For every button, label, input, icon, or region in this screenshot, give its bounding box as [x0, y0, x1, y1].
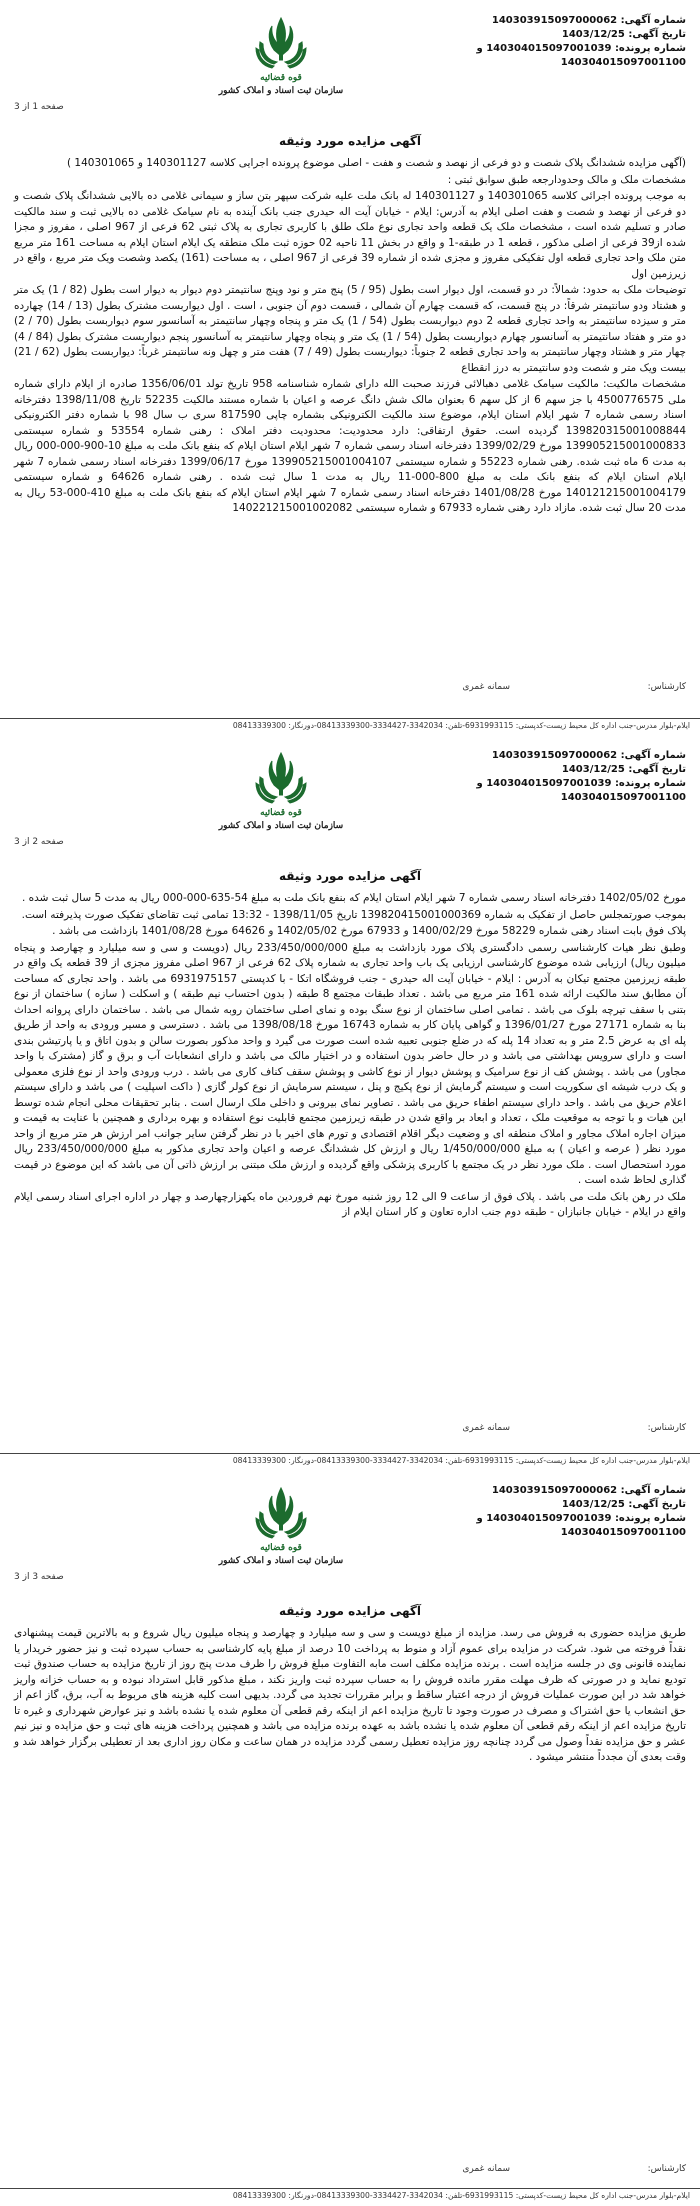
notice-body	[14, 156, 686, 518]
file-number: شماره پرونده: 140304015097001039 و	[476, 43, 686, 54]
signature-label: کارشناس:	[647, 682, 686, 692]
signature-label: کارشناس:	[647, 2164, 686, 2174]
notice-body	[14, 1626, 686, 1767]
paragraph: به موجب پرونده اجرائی کلاسه 140301065 و 140301127 له بانک ملت علیه شرکت سپهر بتن ساز و سیمانی غلامی ده بالایی ششدانگ پلاک شصت و دو فرعی از نهصد و شصت و هفت اصلی ایلام به آدرس: ایلام - خیابان آیت اله حیدری جنب بانک آینده به نام سیامک غلامی ده بالایی ثبت و سند مالکیت صادر و تسلیم شده است ، مشخصات ملک یک قطعه واحد تجاری نوع ملک طلق با کاربری تجاری به پلاک ثبتی 62 فرعی از 967 اصلی ، مفروز و مجزا شده از39 فرعی از اصلی مذکور ، قطعه 1 در طبقه-1 و واقع در بخش 11 ناحیه 02 حوزه ثبت ملک منطقه یک ایلام استان ایلام به مساحت 161 متر مربع متن ملک واحد تجاری قطعه اول تفکیکی مفروز و مجزی شده از شماره 39 فرعی از 967 اصلی ، به مساحت (161) یکصد وشصت ویک متر مربع ، واقع در زیرزمین اول	[14, 190, 687, 280]
page-1	[0, 0, 700, 735]
page-number: صفحه 2 از 3	[14, 837, 64, 847]
page-footer: ایلام-بلوار مدرس-جنب اداره کل محیط زیست-کدپستی: 6931993115-تلفن: 3342034-3334427-08413339300-دورنگار: 08413339300	[0, 1453, 700, 1470]
notice-number: شماره آگهی: 140303915097000062	[491, 1485, 686, 1496]
signature-row	[0, 1423, 700, 1443]
notice-body	[14, 891, 686, 1222]
svg-text:قوه قضائیه: قوه قضائیه	[260, 1543, 302, 1553]
paragraph: وطبق نظر هیات کارشناسی رسمی دادگستری پلاک مورد بازداشت به مبلغ 233/450/000/000 ریال (دویست و سی و سه میلیارد و چهارصد و پنجاه میلیون ریال) ارزیابی شده موضوع کارشناسی ارزیابی یک باب واحد تجاری به شماره پلاک 62 فرعی از 967 اصلی مفروز مجزی از 39 قطعه یک واقع در طبقه زیرزمین مجتمع تیکان به آدرس : ایلام - خیابان آیت اله حیدری - جنب فروشگاه اتکا - با کدپستی 6931975157 می باشد . واحد تجاری که مساحت آن مطابق سند مالکیت ارائه شده 161 متر مربع می باشد . تعداد طبقات مجتمع 8 طبقه ( بدون احتساب نیم طبقه ) و اسکلت ( سازه ) ساختمان از نوع بتنی با سقف تیرچه بلوک می باشد . تمامی اصلی ساختمان از نوع سنگ بوده و نمای اصلی ساختمان روبه شمال می باشد . ساختمان دارای پروانه احداث بنا به شماره 27171 مورخ 1396/01/27 و گواهی پایان کار به شماره 16743 مورخ 1398/08/18 می باشد . دسترسی و مسیر ورودی به واحد از طریق پله ای به عرض 2.5 متر و به تعداد 14 پله که در ضلع جنوبی تعبیه شده است صورت می گیرد و واحد مذکور بصورت سالن و بدون اتاق و یا پارتیشن بندی است و دارای سرویس بهداشتی می باشد و در حال حاضر بدون استفاده و در اختیار مالک می باشد و دارای انشعابات آب و برق و گاز (مشترک با واحد مجاور) می باشد . پوشش کف از نوع سرامیک و پوشش دیوار از نوع کاشی و پوشش سقف کناف کاری می باشد . درب ورودی واحد از نوع فلزی معمولی و یک درب شیشه ای سکوریت است و سیستم گرمایش از نوع پکیج و پنل ، سیستم سرمایش از نوع کولر گازی ( داکت اسپلیت ) می باشد و دارای سیستم اعلام حریق می باشد . واحد دارای سیستم اطفاء حریق می باشد . تصاویر نمای بیرونی و داخلی ملک ارسال است . بنابر تحقیقات محلی انجام شده توسط این هیات و با توجه به موقعیت ملک ، تعداد و ابعاد بر واقع شدن در طبقه زیرزمین مجتمع قابلیت نوع استفاده و بهره برداری و همچنین با عنایت به قیمت و میزان اجاره املاک مجاور و املاک منطقه ای و وضعیت دیگر اقلام اقتصادی و تورم های اخیر با در نظر گرفتن سایر جوانب امر ارزش هر متر مربع از واحد مورد نظر ( عرصه و اعیان ) به مبلغ 1/450/000/000 ریال و ارزش کل ششدانگ عرصه و اعیان واحد تجاری مذکور به مبلغ 233/450/000/000 ریال مورد استحصال است . ملک مورد نظر در یک مجتمع با کاربری پزشکی واقع گردیده و ارزش ملک مبتنی بر ارزش ذاتی آن می باشد که این موضوع در قیمت گذاری لحاظ شده است .	[14, 941, 687, 1186]
notice-meta	[476, 749, 686, 805]
org-name: سازمان ثبت اسناد و املاک کشور	[218, 86, 344, 96]
iran-emblem-logo	[244, 12, 318, 84]
page-2	[0, 735, 700, 1470]
notice-date: تاریخ آگهی: 1403/12/25	[561, 1499, 686, 1510]
page-footer: ایلام-بلوار مدرس-جنب اداره کل محیط زیست-کدپستی: 6931993115-تلفن: 3342034-3334427-08413339300-دورنگار: 08413339300	[0, 2188, 700, 2205]
signature-label: کارشناس:	[647, 1423, 686, 1433]
signature-name: سمانه غمری	[462, 682, 510, 692]
notice-meta	[476, 14, 686, 70]
iran-emblem-logo	[244, 747, 318, 819]
file-number: شماره پرونده: 140304015097001039 و	[476, 1513, 686, 1524]
file-number-2: 140304015097001100	[560, 1527, 686, 1538]
page-header	[0, 1482, 700, 1597]
paragraph: مورخ 1402/05/02 دفترخانه اسناد رسمی شماره 7 شهر ایلام استان ایلام که بنفع بانک ملت به مبلغ 54-635-000-000 ریال به مدت 5 سال ثبت شده .	[21, 892, 686, 904]
file-number: شماره پرونده: 140304015097001039 و	[476, 778, 686, 789]
paragraph: بموجب صورتمجلس حاصل از تفکیک به شماره 139820415001000369 تاریخ 1398/11/05 - 13:32 تمامی ثبت تقاضای تفکیک صورت پذیرفته است.	[21, 908, 686, 921]
signature-row	[0, 682, 700, 702]
paragraph: توضیحات ملک به حدود: شمالاً: در دو قسمت، اول دیوار است بطول (95 / 5) پنج متر و نود وپنج سانتیمتر دوم دیوار به دیوار است بطول (82 / 1) یک متر و هشتاد ودو سانتیمتر شرقاً: در پنج قسمت، که قسمت چهارم آن شمالی ، قسمت دوم آن جنوبی ، است . اول دیواربست مشترک بطول (13 / 14) چهارده متر و سیزده سانتیمتر به واحد تجاری قطعه 2 دوم دیواربست بطول (54 / 1) یک متر و پنجاه وچهار سانتیمتر به آسانسور سوم دیواربست بطول (70 / 2) دو متر و هفتاد سانتیمتر به آسانسور چهارم دیواربست بطول (54 / 1) یک متر و پنجاه وچهار سانتیمتر به آسانسور پنجم دیواربست مشترک بطول (84 / 4) چهار متر و هشتاد وچهار سانتیمتر به واحد تجاری قطعه 2 جنوباً: دیواربست بطول (49 / 7) هفت متر و چهل ونه سانتیمتر غرباً: دیواربست بطول (62 / 21) بیست ویک متر و شصت ودو سانتیمتر به درز انقطاع	[14, 284, 687, 374]
svg-text:قوه قضائیه: قوه قضائیه	[260, 73, 302, 83]
org-name: سازمان ثبت اسناد و املاک کشور	[218, 821, 344, 831]
file-number-2: 140304015097001100	[560, 57, 686, 68]
paragraph: ملک در رهن بانک ملت می باشد . پلاک فوق از ساعت 9 الی 12 روز شنبه مورخ نهم فروردین ماه یکهزارچهارصد و چهار در اداره اجرای اسناد رسمی ایلام واقع در ایلام - خیابان جانبازان - طبقه دوم جنب اداره تعاون و کار استان ایلام از	[14, 1190, 686, 1218]
signature-name: سمانه غمری	[462, 1423, 510, 1433]
paragraph: مشخصات مالکیت: مالکیت سیامک غلامی دهبالائی فرزند صحبت الله دارای شماره شناسنامه 958 تاریخ تولد 1356/06/01 صادره از ایلام دارای شماره ملی 4500776575 با جز سهم 6 از کل سهم 6 بعنوان مالک شش دانگ عرصه و اعیان با شماره مستند مالکیت 52235 تاریخ 1398/11/08 دفترخانه اسناد رسمی شماره 7 شهر ایلام استان ایلام، موضوع سند مالکیت الکترونیکی بشماره چاپی 817590 سری ب سال 98 با شماره دفتر الکترونیکی 139820315001008844 گردیده است. حقوق ارتفاقی: دارد محدودیت: محدودیت دفتر املاک : رهنی شماره 53554 و شماره سیستمی 139905215001000833 مورخ 1399/02/29 دفترخانه اسناد رسمی شماره 7 شهر ایلام استان ایلام که بنفع بانک ملت به مبلغ 10-900-000-000 ریال به مدت 6 ماه ثبت شده. رهنی شماره 55223 و شماره سیستمی 139905215001004107 مورخ 1399/06/17 دفترخانه اسناد رسمی شماره 7 شهر ایلام استان ایلام که بنفع بانک ملت به مبلغ 800-000-11 ریال به مدت 1 سال ثبت شده . رهنی شماره 64626 و شماره سیستمی 140121215001004179 مورخ 1401/08/28 دفترخانه اسناد رسمی شماره 7 شهر ایلام استان ایلام که بنفع بانک ملت به مبلغ 410-000-53 ریال به مدت 20 سال ثبت شده. مازاد دارد رهنی شماره 67933 و شماره سیستمی 140221215001002082	[14, 378, 687, 514]
page-header	[0, 12, 700, 127]
org-name: سازمان ثبت اسناد و املاک کشور	[218, 1556, 344, 1566]
notice-title: آگهی مزایده مورد وثیقه	[278, 869, 421, 883]
signature-name: سمانه غمری	[462, 2164, 510, 2174]
page-number: صفحه 3 از 3	[14, 1572, 64, 1582]
paragraph: پلاک فوق بابت اسناد رهنی شماره 58229 مورخ 1400/02/29 و 67933 مورخ 1402/05/02 و 64626 مورخ 1401/08/28 بازداشت می باشد .	[52, 925, 686, 937]
paragraph: طریق مزایده حضوری به فروش می رسد. مزایده از مبلغ دویست و سی و سه میلیارد و چهارصد و پنجاه میلیون ریال شروع و به بالاترین قیمت پیشنهادی نقداً فروخته می شود. شرکت در مزایده برای عموم آزاد و منوط به پرداخت 10 درصد از مبلغ پایه کارشناسی به حساب سپرده ثبت و نیز حضور خریدار یا نماینده قانونی وی در جلسه مزایده است . برنده مزایده مکلف است مابه التفاوت مبلغ فروش را ظرف مدت پنج روز از تاریخ مزایده به حساب صندوق ثبت تودیع نماید و در صورتی که ظرف مهلت مقرر مانده فروش را به حساب سپرده ثبت واریز نکند ، مبلغ مذکور قابل استرداد نبوده و به حساب خزانه واریز خواهد شد در این صورت عملیات فروش از درجه اعتبار ساقط و برابر مقررات تجدید می گردد. بدیهی است کلیه هزینه های مربوط به آب، برق، گاز اعم از حق انشعاب یا حق اشتراک و مصرف در صورت وجود تا تاریخ مزایده اعم از اینکه رقم قطعی آن معلوم شده یا نشده باشد و نیز عوارض شهرداری و غیره تا تاریخ مزایده اعم از اینکه رقم قطعی آن معلوم شده یا نشده باشد به عهده برنده مزایده می باشد و همچنین پرداخت هزینه های ثبت و حق مزایده و نیز نیم عشر و حق مزایده نقداً وصول می گردد چنانچه روز مزایده تعطیل رسمی گردد مزایده در همان ساعت و مکان روز اداری بعد از تعطیلی برگزار خواهد شد و وقت بعدی آن مجدداً منتشر میشود .	[14, 1627, 686, 1763]
notice-date: تاریخ آگهی: 1403/12/25	[561, 764, 686, 775]
signature-row	[0, 2164, 700, 2184]
iran-emblem-logo	[244, 1482, 318, 1554]
notice-number: شماره آگهی: 140303915097000062	[491, 750, 686, 761]
page-number: صفحه 1 از 3	[14, 102, 64, 112]
notice-title: آگهی مزایده مورد وثیقه	[278, 1604, 421, 1618]
page-footer: ایلام-بلوار مدرس-جنب اداره کل محیط زیست-کدپستی: 6931993115-تلفن: 3342034-3334427-08413339300-دورنگار: 08413339300	[0, 718, 700, 735]
notice-number: شماره آگهی: 140303915097000062	[491, 15, 686, 26]
file-number-2: 140304015097001100	[560, 792, 686, 803]
paragraph: (آگهی مزایده ششدانگ پلاک شصت و دو فرعی از نهصد و شصت و هفت - اصلی موضوع پرونده اجرایی کلاسه 140301127 و 140301065 )	[66, 157, 686, 169]
notice-title: آگهی مزایده مورد وثیقه	[278, 134, 421, 148]
paragraph: مشخصات ملک و مالک وحدودارجعه طبق سوابق ثبتی :	[447, 173, 686, 186]
notice-date: تاریخ آگهی: 1403/12/25	[561, 29, 686, 40]
notice-meta	[476, 1484, 686, 1540]
page-header	[0, 747, 700, 862]
page-3	[0, 1470, 700, 2205]
svg-text:قوه قضائیه: قوه قضائیه	[260, 808, 302, 818]
